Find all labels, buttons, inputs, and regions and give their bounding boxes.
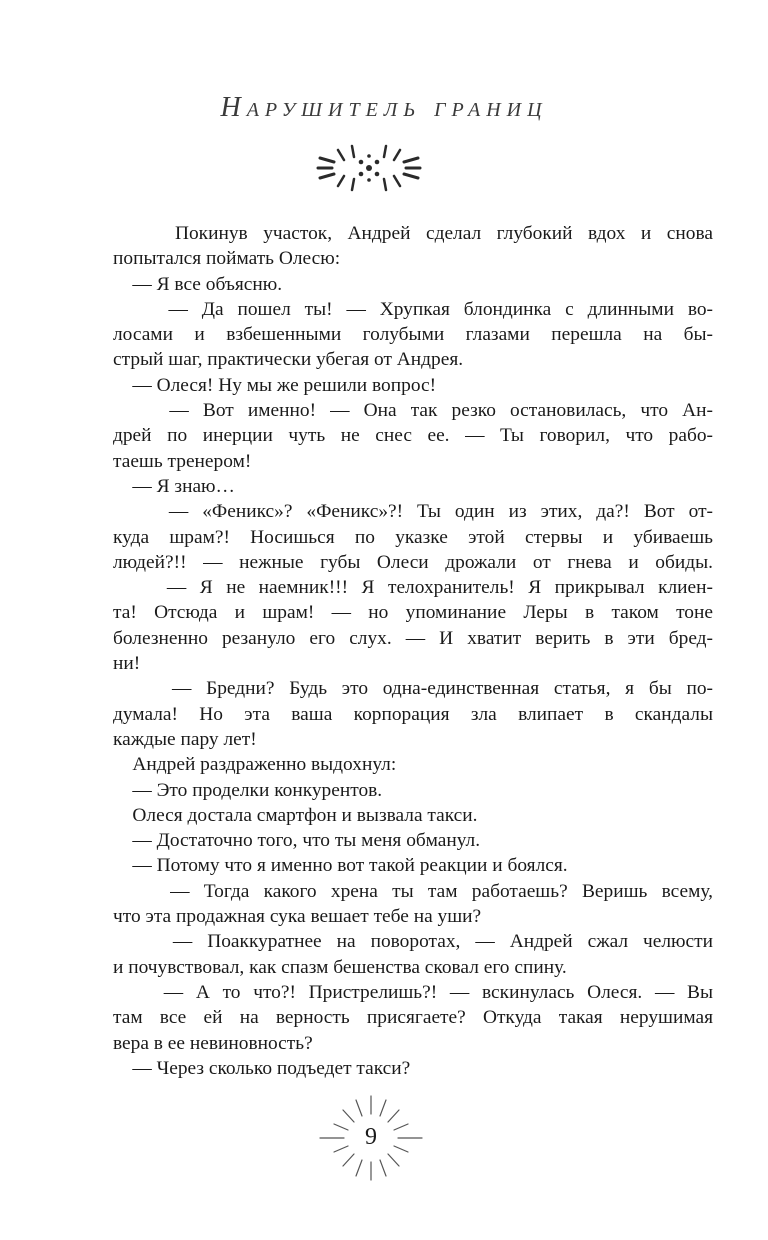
text-line: куда шрам?! Носишься по указке этой стервы и убиваешь: [113, 526, 713, 548]
page-number-ornament: [316, 1092, 426, 1184]
text-line: болезненно резануло его слух. — И хватит верить в эти бред-: [113, 627, 713, 649]
text-line: Олеся достала смартфон и вызвала такси.: [113, 804, 478, 826]
body-text: [113, 221, 713, 1081]
text-line: Андрей раздраженно выдохнул:: [113, 754, 397, 776]
text-line: та! Отсюда и шрам! — но упоминание Леры в таком тоне: [113, 602, 713, 624]
text-line: — А то что?! Пристрелишь?! — вскинулась Олеся. — Вы: [113, 981, 713, 1003]
text-line: — Достаточно того, что ты меня обманул.: [113, 830, 481, 852]
text-line: — Через сколько подъедет такси?: [113, 1057, 411, 1079]
text-line: дрей по инерции чуть не снес ее. — Ты говорил, что рабо-: [113, 425, 713, 447]
text-line: Покинув участок, Андрей сделал глубокий вдох и снова: [113, 223, 713, 244]
text-line: — Да пошел ты! — Хрупкая блондинка с длинными во-: [113, 298, 713, 320]
text-line: стрый шаг, практически убегая от Андрея.: [113, 349, 464, 371]
text-line: каждые пару лет!: [113, 728, 257, 750]
text-line: — Потому что я именно вот такой реакции и боялся.: [113, 855, 568, 877]
text-line: — Я не наемник!!! Я телохранитель! Я прикрывал клиен-: [113, 577, 713, 599]
text-line: — Это проделки конкурентов.: [113, 779, 383, 801]
text-line: — Я знаю…: [113, 475, 235, 497]
text-line: — Я все объясню.: [113, 273, 283, 295]
text-line: и почувствовал, как спазм бешенства сковал его спину.: [113, 956, 567, 978]
text-line: что эта продажная сука вешает тебе на уши?: [113, 906, 482, 928]
text-line: ни!: [113, 653, 141, 675]
text-line: — Тогда какого хрена ты там работаешь? Веришь всему,: [113, 880, 713, 902]
text-line: таешь тренером!: [113, 450, 252, 472]
text-line: — «Феникс»? «Феникс»?! Ты один из этих, да?! Вот от-: [113, 501, 713, 523]
text-line: вера в ее невиновность?: [113, 1032, 313, 1054]
text-line: — Бредни? Будь это одна-единственная статья, я бы по-: [113, 678, 713, 700]
text-line: — Вот именно! — Она так резко остановилась, что Ан-: [113, 400, 713, 422]
text-line: попытался поймать Олесю:: [113, 248, 341, 270]
running-head: Нарушитель границ: [220, 92, 548, 123]
text-line: лосами и взбешенными голубыми глазами перешла на бы-: [113, 324, 713, 346]
text-line: людей?!! — нежные губы Олеси дрожали от гнева и обиды.: [113, 551, 713, 573]
page-number: 9: [365, 1124, 377, 1150]
text-line: там все ей на верность присягаете? Откуда такая нерушимая: [113, 1007, 713, 1029]
text-line: — Поаккуратнее на поворотах, — Андрей сжал челюсти: [113, 931, 713, 953]
text-line: — Олеся! Ну мы же решили вопрос!: [113, 374, 437, 396]
ornament-icon: [314, 142, 424, 194]
text-line: думала! Но эта ваша корпорация зла влипает в скандалы: [113, 703, 713, 725]
